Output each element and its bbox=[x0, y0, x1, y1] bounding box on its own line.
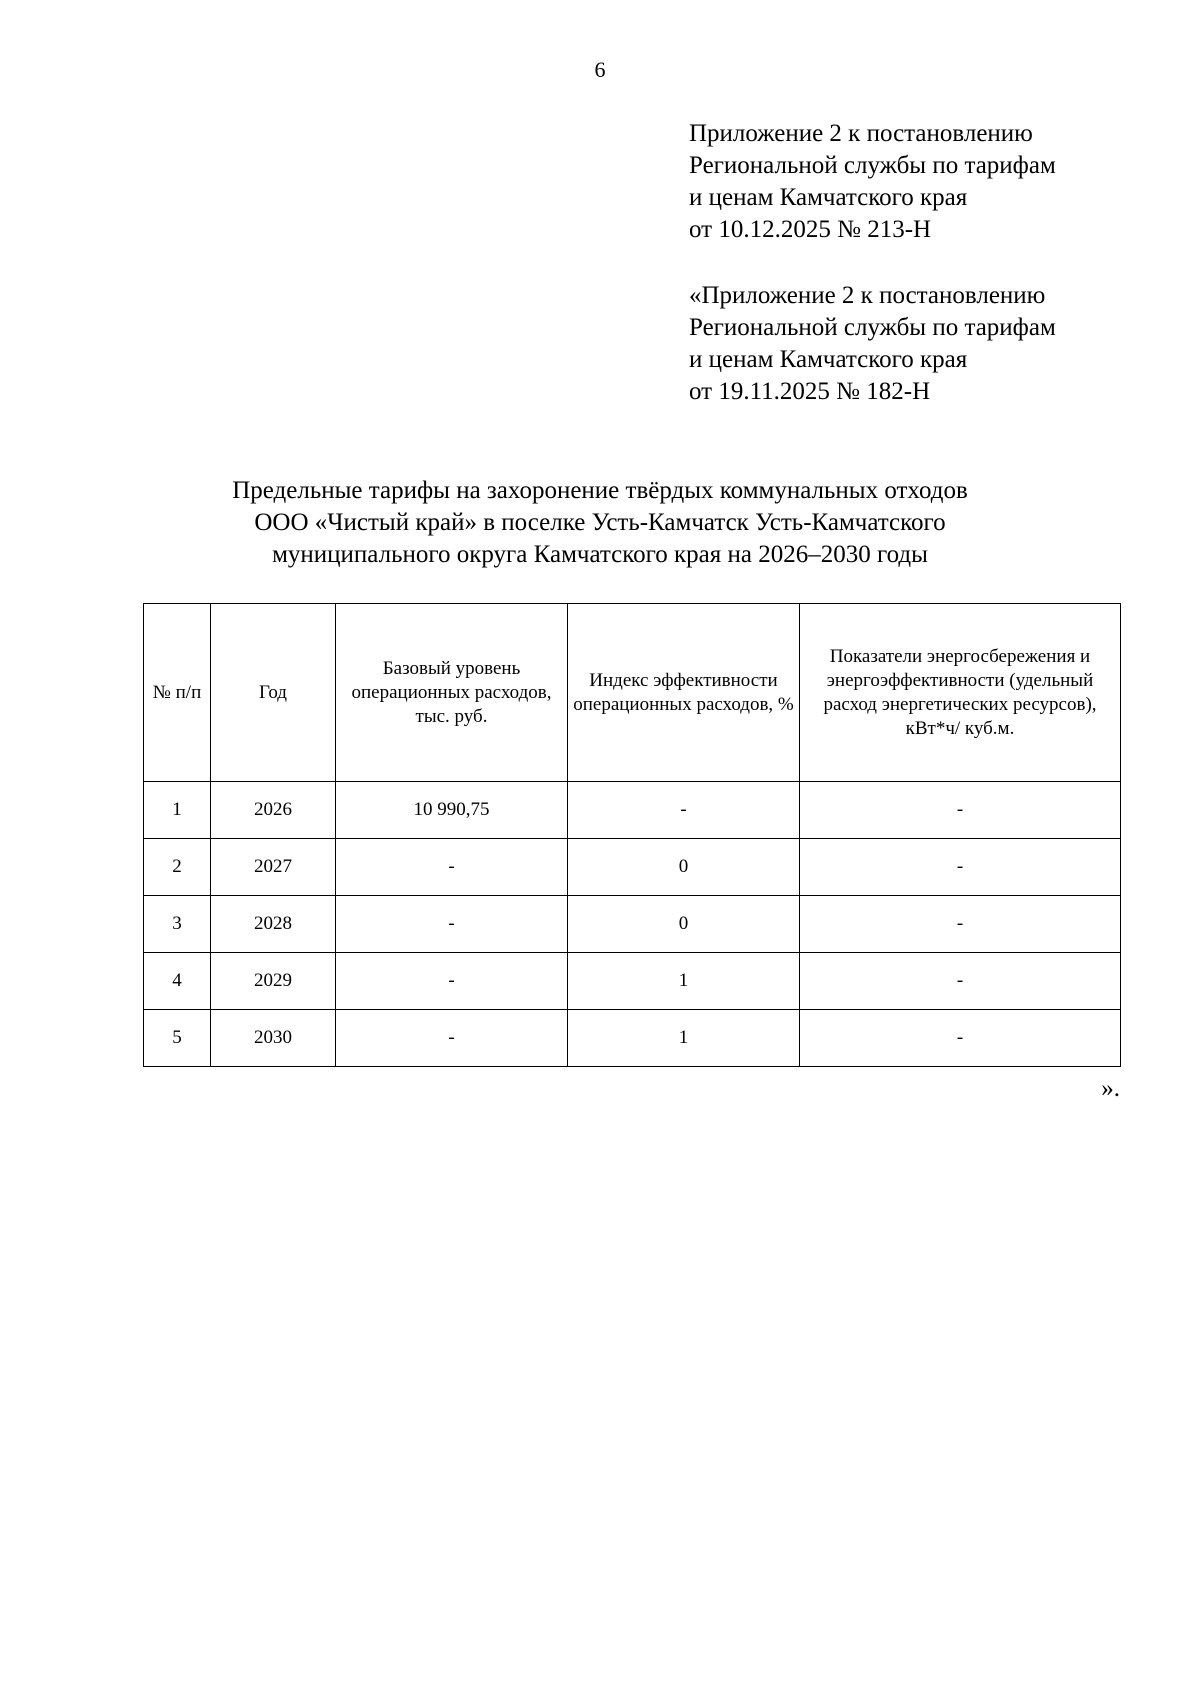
cell-base-opex: - bbox=[336, 839, 568, 896]
title-line: Предельные тарифы на захоронение твёрдых коммунальных отходов bbox=[232, 477, 968, 504]
tariffs-table bbox=[143, 603, 1121, 1067]
cell-base-opex: 10 990,75 bbox=[336, 782, 568, 839]
title-line: ООО «Чистый край» в поселке Усть-Камчатск Усть-Камчатского bbox=[254, 509, 946, 536]
cell-base-opex: - bbox=[336, 953, 568, 1010]
cell-year: 2029 bbox=[211, 953, 336, 1010]
header-efficiency-index: Индекс эффективности операционных расходов, % bbox=[568, 604, 800, 782]
cell-year: 2028 bbox=[211, 896, 336, 953]
title-line: муниципального округа Камчатского края на 2026–2030 годы bbox=[272, 541, 928, 568]
cell-energy-indicators: - bbox=[800, 953, 1121, 1010]
header-base-opex: Базовый уровень операционных расходов, тыс. руб. bbox=[336, 604, 568, 782]
cell-base-opex: - bbox=[336, 1010, 568, 1067]
appendix-line: и ценам Камчатского края bbox=[689, 346, 968, 373]
cell-number: 4 bbox=[144, 953, 211, 1010]
cell-energy-indicators: - bbox=[800, 896, 1121, 953]
cell-efficiency-index: - bbox=[568, 782, 800, 839]
table-row bbox=[144, 896, 1121, 953]
appendix-line: от 19.11.2025 № 182-Н bbox=[689, 378, 931, 405]
cell-base-opex: - bbox=[336, 896, 568, 953]
cell-year: 2030 bbox=[211, 1010, 336, 1067]
cell-number: 2 bbox=[144, 839, 211, 896]
table-row bbox=[144, 1010, 1121, 1067]
cell-energy-indicators: - bbox=[800, 839, 1121, 896]
appendix-line: «Приложение 2 к постановлению bbox=[689, 282, 1046, 309]
cell-efficiency-index: 1 bbox=[568, 1010, 800, 1067]
cell-energy-indicators: - bbox=[800, 1010, 1121, 1067]
cell-efficiency-index: 1 bbox=[568, 953, 800, 1010]
page-number: 6 bbox=[594, 57, 606, 82]
table-header-row bbox=[144, 604, 1121, 782]
cell-number: 3 bbox=[144, 896, 211, 953]
header-energy-indicators: Показатели энергосбережения и энергоэффективности (удельный расход энергетических ресурсов), кВт*ч/ куб.м. bbox=[800, 604, 1121, 782]
appendix-line: и ценам Камчатского края bbox=[689, 184, 968, 211]
appendix-header-current bbox=[689, 118, 1149, 246]
cell-energy-indicators: - bbox=[800, 782, 1121, 839]
cell-year: 2026 bbox=[211, 782, 336, 839]
cell-number: 5 bbox=[144, 1010, 211, 1067]
cell-year: 2027 bbox=[211, 839, 336, 896]
cell-number: 1 bbox=[144, 782, 211, 839]
header-number: № п/п bbox=[144, 604, 211, 782]
table-row bbox=[144, 782, 1121, 839]
appendix-header-previous bbox=[689, 280, 1149, 408]
appendix-line: Региональной службы по тарифам bbox=[689, 314, 1056, 341]
table-row bbox=[144, 953, 1121, 1010]
table-row bbox=[144, 839, 1121, 896]
cell-efficiency-index: 0 bbox=[568, 896, 800, 953]
appendix-line: от 10.12.2025 № 213-Н bbox=[689, 216, 932, 243]
header-year: Год bbox=[211, 604, 336, 782]
cell-efficiency-index: 0 bbox=[568, 839, 800, 896]
document-title bbox=[120, 475, 1080, 571]
appendix-line: Региональной службы по тарифам bbox=[689, 152, 1056, 179]
closing-quote-mark: ». bbox=[1101, 1075, 1120, 1102]
appendix-line: Приложение 2 к постановлению bbox=[689, 120, 1033, 147]
